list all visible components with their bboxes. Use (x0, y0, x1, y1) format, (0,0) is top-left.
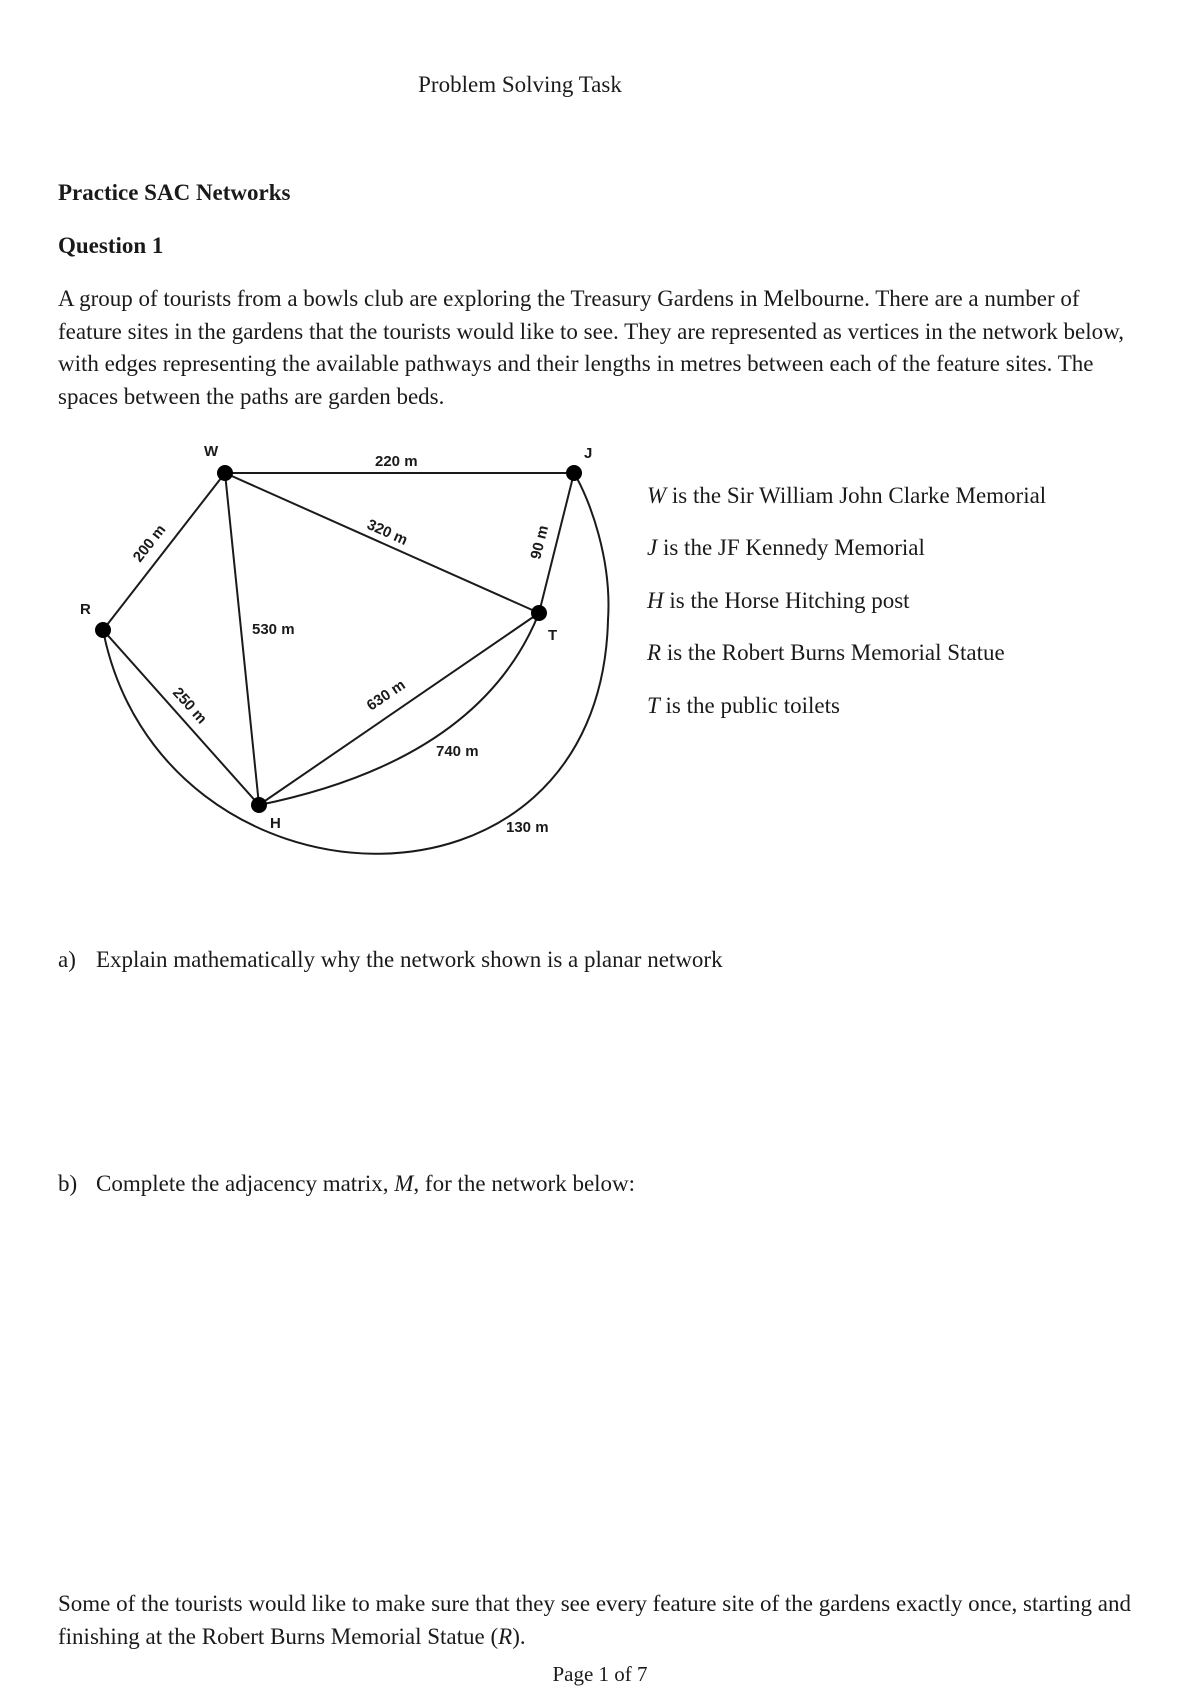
edge-rw (103, 473, 225, 630)
part-b-text-end: , for the network below: (413, 1171, 636, 1196)
part-a (58, 947, 723, 973)
part-b-text: Complete the adjacency matrix, (96, 1171, 395, 1196)
legend-text: is the Sir William John Clarke Memorial (671, 483, 1047, 508)
page-footer: Page 1 of 7 (552, 1662, 648, 1686)
edge-ht-straight (259, 613, 539, 805)
page-header-title: Problem Solving Task (418, 72, 622, 97)
edge-rh (103, 630, 259, 805)
legend-text: is the Horse Hitching post (669, 588, 910, 613)
legend-item-w (647, 483, 1046, 509)
edge-label-rw: 200 m (129, 521, 170, 566)
part-b (58, 1171, 635, 1197)
vertex-r (95, 622, 111, 638)
legend-symbol: H (647, 588, 664, 613)
edge-rj-arc (103, 473, 608, 854)
legend-text: is the public toilets (665, 693, 840, 718)
edge-label-jt: 90 m (527, 523, 553, 561)
vertex-w (217, 465, 233, 481)
vertex-t (531, 605, 547, 621)
edge-label-ht-curve: 740 m (436, 743, 479, 760)
vertex-h (251, 797, 267, 813)
legend-text: is the Robert Burns Memorial Statue (666, 640, 1005, 665)
question-title: Question 1 (58, 233, 164, 258)
legend-symbol: R (647, 640, 662, 665)
vertex-label-w: W (204, 443, 219, 460)
legend-text: is the JF Kennedy Memorial (662, 535, 925, 560)
part-b-label: b) (58, 1171, 78, 1196)
legend-item-j (647, 535, 925, 561)
vertex-label-h: H (270, 815, 281, 832)
legend-item-h (647, 588, 910, 614)
legend-symbol: W (647, 483, 667, 508)
edge-wh (225, 473, 259, 805)
edge-label-wt: 320 m (364, 516, 411, 549)
edge-label-rh: 250 m (169, 684, 211, 728)
legend-symbol: T (647, 693, 660, 718)
edge-wt (225, 473, 539, 613)
closing-paragraph: Some of the tourists would like to make sure that they see every feature site of the gardens exactly once, starting and finishing at the Robert Burns Memorial Statue (R). (58, 1591, 1131, 1649)
part-a-text: Explain mathematically why the network shown is a planar network (96, 947, 723, 972)
part-a-label: a) (58, 947, 76, 972)
legend-item-t (647, 693, 840, 719)
legend-item-r (647, 640, 1005, 666)
edge-label-wj: 220 m (375, 453, 418, 470)
edge-label-ht-straight: 630 m (363, 676, 409, 715)
legend-symbol: J (647, 535, 658, 560)
question-intro: A group of tourists from a bowls club are exploring the Treasury Gardens in Melbourne. There are a number of feature sites in the gardens that the tourists would like to see. They are represented as vertices in the network below, with edges representing the available pathways and their lengths in metres between each of the feature sites. The spaces between the paths are garden beds. (58, 286, 1124, 409)
closing-symbol: R (498, 1623, 513, 1649)
section-title: Practice SAC Networks (58, 180, 291, 205)
edge-label-rj-arc: 130 m (506, 819, 549, 836)
vertex-label-t: T (548, 627, 558, 644)
vertex-label-j: J (584, 445, 593, 462)
vertex-j (566, 465, 582, 481)
vertex-label-r: R (80, 601, 91, 618)
edge-label-wh: 530 m (252, 621, 295, 638)
matrix-symbol: M (394, 1171, 414, 1196)
